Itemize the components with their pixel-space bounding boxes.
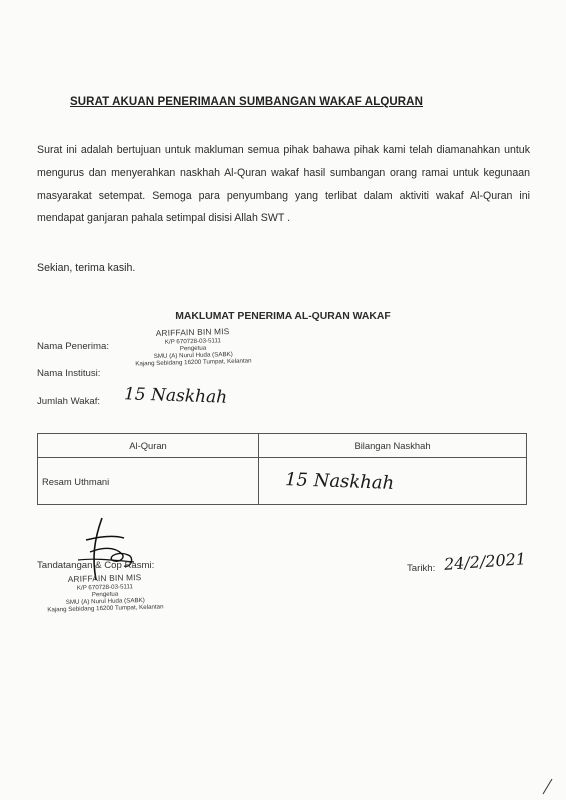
date-label: Tarikh: [407, 563, 436, 574]
institution-label: Nama Institusi: [37, 368, 101, 379]
document-title: SURAT AKUAN PENERIMAAN SUMBANGAN WAKAF ALQURAN [70, 96, 423, 108]
official-stamp [30, 572, 181, 614]
count-handwritten: 15 Naskhah [284, 468, 395, 494]
stamp-ic: K/P 670728-03-5111 [164, 336, 221, 346]
amount-label: Jumlah Wakaf: [37, 396, 101, 407]
stamp-school: SMU (A) Nurul Huda (SABK) [153, 350, 233, 360]
stamp-address: Kajang Sebidang 16200 Tumpat, Kelantan [135, 357, 252, 368]
stamp-name-2: ARIFFAIN BIN MIS [67, 572, 142, 584]
intro-paragraph: Surat ini adalah bertujuan untuk makluman semua pihak bahawa pihak kami telah diamanahkan untuk mengurus dan menyerahkan naskhah Al-Quran wakaf hasil sumbangan orang ramai untuk kegunaan masyarakat setempat. Semoga para penyumbang yang terlibat dalam aktiviti wakaf Al-Quran ini mendapat ganjaran pahala setimpal disisi Allah SWT . [37, 144, 530, 225]
recipient-stamp [118, 326, 269, 368]
stamp-position: Pengetua [179, 344, 207, 353]
stamp-address-2: Kajang Sebidang 16200 Tumpat, Kelantan [47, 603, 164, 614]
date-handwritten: 24/2/2021 [443, 549, 527, 574]
stamp-name: ARIFFAIN BIN MIS [155, 326, 230, 338]
recipient-name-label: Nama Penerima: [37, 341, 109, 352]
table-cell-type: Resam Uthmani [38, 458, 259, 505]
closing-text: Sekian, terima kasih. [37, 262, 136, 274]
stamp-position-2: Pengetua [91, 590, 119, 599]
table-row [38, 458, 527, 505]
pen-mark-icon [540, 776, 556, 796]
table-cell-count [259, 458, 527, 505]
stamp-school-2: SMU (A) Nurul Huda (SABK) [65, 596, 145, 606]
table-header-quran: Al-Quran [38, 434, 259, 458]
signature-label: Tandatangan & Cop Rasmi: [37, 560, 155, 571]
stamp-ic-2: K/P 670728-03-5111 [76, 582, 133, 592]
amount-handwritten: 15 Naskhah [123, 384, 228, 408]
wakaf-table [37, 433, 527, 505]
table-header-count: Bilangan Naskhah [259, 434, 527, 458]
recipient-heading: MAKLUMAT PENERIMA AL-QURAN WAKAF [175, 311, 391, 322]
